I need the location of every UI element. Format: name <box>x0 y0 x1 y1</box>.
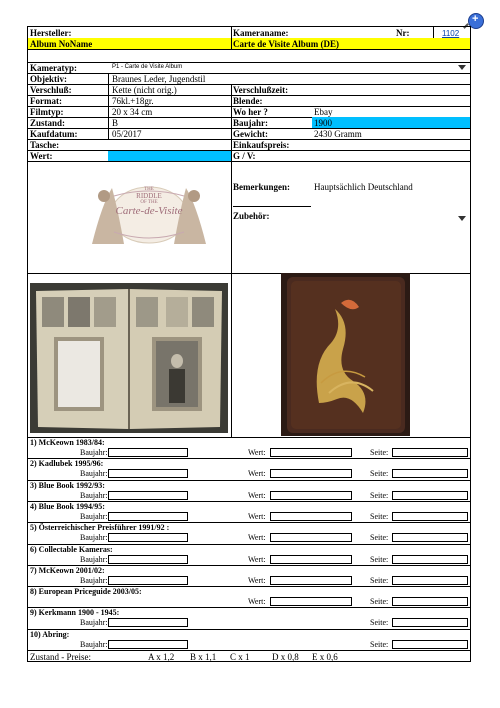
wert-field-label: Wert: <box>248 533 266 543</box>
objektiv-value: Braunes Leder, Jugendstil <box>112 74 206 84</box>
seite-field-label: Seite: <box>370 533 389 543</box>
price-guide-row <box>28 522 470 544</box>
wert-field-label: Wert: <box>248 490 266 500</box>
wert-field-label: Wert: <box>248 469 266 479</box>
kaufdatum-value: 05/2017 <box>112 129 142 139</box>
objektiv-label: Objektiv: <box>30 74 67 84</box>
baujahr-field-label: Baujahr: <box>80 511 108 521</box>
camera-record-sheet <box>27 26 471 662</box>
bemerkungen-value: Hauptsächlich Deutschland <box>314 182 413 192</box>
kameratyp-select[interactable]: P1 - Carte de Visite Album <box>112 64 183 70</box>
price-guide-title: 8) European Priceguide 2003/05: <box>30 587 142 597</box>
baujahr-input[interactable] <box>108 555 188 564</box>
zubehoer-label: Zubehör: <box>233 211 270 221</box>
seite-field-label: Seite: <box>370 554 389 564</box>
kameratyp-dropdown-icon[interactable] <box>458 65 466 70</box>
price-guide-title: 3) Blue Book 1992/93: <box>30 480 105 490</box>
price-guide-row <box>28 544 470 566</box>
logo-line1: THE <box>144 187 154 192</box>
zustand-value: B <box>112 118 119 128</box>
price-guide-row <box>28 501 470 523</box>
seite-input[interactable] <box>392 640 468 649</box>
seite-input[interactable] <box>392 597 468 606</box>
filmtyp-label: Filmtyp: <box>30 107 64 117</box>
zustand-preise-label: Zustand - Preise: <box>30 652 91 662</box>
verschlusszeit-label: Verschlußzeit: <box>233 85 289 95</box>
price-guide-title: 6) Collectable Kameras: <box>30 544 113 554</box>
preis-c: C x 1 <box>230 652 250 662</box>
seite-field-label: Seite: <box>370 448 389 457</box>
baujahr-field-label: Baujahr: <box>80 490 108 500</box>
baujahr-input[interactable] <box>108 640 188 649</box>
price-guide-title: 2) Kadlubek 1995/96: <box>30 459 104 469</box>
baujahr-input[interactable] <box>108 618 188 627</box>
wert-input[interactable] <box>270 512 352 521</box>
price-guide-row <box>28 565 470 587</box>
seite-field-label: Seite: <box>370 639 389 649</box>
seite-field-label: Seite: <box>370 618 389 628</box>
wert-field-label: Wert: <box>248 597 266 607</box>
zoom-in-icon[interactable]: + <box>468 13 484 29</box>
open-album-photo <box>30 283 228 433</box>
seite-field-label: Seite: <box>370 597 389 607</box>
baujahr-field-label: Baujahr: <box>80 554 108 564</box>
seite-field-label: Seite: <box>370 575 389 585</box>
price-guide-title: 7) McKeown 2001/02: <box>30 565 105 575</box>
logo-line3: OF THE <box>140 200 158 205</box>
wert-field-label: Wert: <box>248 448 266 457</box>
baujahr-input[interactable] <box>108 491 188 500</box>
seite-input[interactable] <box>392 512 468 521</box>
baujahr-input[interactable] <box>108 469 188 478</box>
wert-field-label: Wert: <box>248 511 266 521</box>
price-guide-row <box>28 607 470 629</box>
preis-d: D x 0,8 <box>272 652 299 662</box>
logo-line4: Carte-de-Visite <box>115 205 183 217</box>
photos-area <box>28 273 470 437</box>
format-label: Format: <box>30 96 62 106</box>
baujahr-field-label: Baujahr: <box>80 533 108 543</box>
baujahr-highlight <box>312 117 470 128</box>
wert-input[interactable] <box>270 469 352 478</box>
price-guide-row <box>28 437 470 459</box>
kameraname-value: Carte de Visite Album (DE) <box>233 39 339 49</box>
baujahr-input[interactable] <box>108 448 188 457</box>
baujahr-field-label: Baujahr: <box>80 639 108 649</box>
einkaufspreis-label: Einkaufspreis: <box>233 140 290 150</box>
image-remarks-area <box>28 161 470 274</box>
zubehoer-dropdown-icon[interactable] <box>458 216 466 221</box>
wert-field-label: Wert: <box>248 554 266 564</box>
spacer-row <box>28 49 470 63</box>
baujahr-field-label: Baujahr: <box>80 618 108 628</box>
kaufdatum-label: Kaufdatum: <box>30 129 78 139</box>
gv-label: G / V: <box>233 151 256 161</box>
woher-value: Ebay <box>314 107 333 117</box>
verschluss-label: Verschluß: <box>30 85 72 95</box>
baujahr-field-label: Baujahr: <box>80 575 108 585</box>
zustand-label: Zustand: <box>30 118 66 128</box>
price-guide-title: 10) Abring: <box>30 629 70 639</box>
seite-field-label: Seite: <box>370 469 389 479</box>
seite-field-label: Seite: <box>370 490 389 500</box>
nr-link[interactable]: 1102 <box>442 29 460 38</box>
price-guide-title: 4) Blue Book 1994/95: <box>30 501 105 511</box>
price-guide-title: 1) McKeown 1983/84: <box>30 438 105 447</box>
bemerkungen-label: Bemerkungen: <box>233 182 290 192</box>
preis-a: A x 1,2 <box>148 652 175 662</box>
baujahr-label: Baujahr: <box>233 118 269 128</box>
gewicht-value: 2430 Gramm <box>314 129 362 139</box>
baujahr-input[interactable] <box>108 576 188 585</box>
tasche-label: Tasche: <box>30 140 60 150</box>
carte-de-visite-logo <box>84 174 214 256</box>
wert-input[interactable] <box>270 576 352 585</box>
zustand-preise-row <box>28 650 470 663</box>
album-cover-photo <box>281 273 410 436</box>
seite-input[interactable] <box>392 555 468 564</box>
format-value: 76kl.+18gr. <box>112 96 154 106</box>
wert-highlight <box>108 151 231 161</box>
baujahr-field-label: Baujahr: <box>80 448 108 457</box>
wert-input[interactable] <box>270 533 352 542</box>
wert-input[interactable] <box>270 555 352 564</box>
wert-field-label: Wert: <box>248 575 266 585</box>
wert-input[interactable] <box>270 448 352 457</box>
bemerkungen-underline <box>233 206 311 207</box>
seite-input[interactable] <box>392 491 468 500</box>
price-guide-row <box>28 629 470 651</box>
wert-input[interactable] <box>270 491 352 500</box>
price-guide-title: 5) Österreichischer Preisführer 1991/92 : <box>30 523 170 533</box>
logo-line2: RIDDLE <box>136 192 162 200</box>
verschluss-value: Kette (nicht orig.) <box>112 85 177 95</box>
wert-row <box>28 150 470 161</box>
price-guide-row <box>28 458 470 480</box>
price-guide-row <box>28 586 470 608</box>
price-guide-row <box>28 480 470 502</box>
gewicht-label: Gewicht: <box>233 129 268 139</box>
nr-label: Nr: <box>396 28 410 38</box>
seite-input[interactable] <box>392 576 468 585</box>
price-guide-title: 9) Kerkmann 1900 - 1945: <box>30 608 120 618</box>
baujahr-value: 1900 <box>314 118 332 128</box>
wert-label: Wert: <box>30 151 53 161</box>
wert-input[interactable] <box>270 597 352 606</box>
seite-input[interactable] <box>392 448 468 457</box>
baujahr-input[interactable] <box>108 512 188 521</box>
baujahr-field-label: Baujahr: <box>80 469 108 479</box>
hersteller-label: Hersteller: <box>30 28 72 38</box>
seite-input[interactable] <box>392 533 468 542</box>
preis-b: B x 1,1 <box>190 652 217 662</box>
kameratyp-label: Kameratyp: <box>30 63 77 73</box>
preis-e: E x 0,6 <box>312 652 338 662</box>
woher-label: Wo her ? <box>233 107 268 117</box>
filmtyp-value: 20 x 34 cm <box>112 107 153 117</box>
kameraname-label: Kameraname: <box>233 28 289 38</box>
seite-field-label: Seite: <box>370 511 389 521</box>
baujahr-input[interactable] <box>108 533 188 542</box>
seite-input[interactable] <box>392 469 468 478</box>
blende-label: Blende: <box>233 96 263 106</box>
seite-input[interactable] <box>392 618 468 627</box>
hersteller-value: Album NoName <box>30 39 93 49</box>
